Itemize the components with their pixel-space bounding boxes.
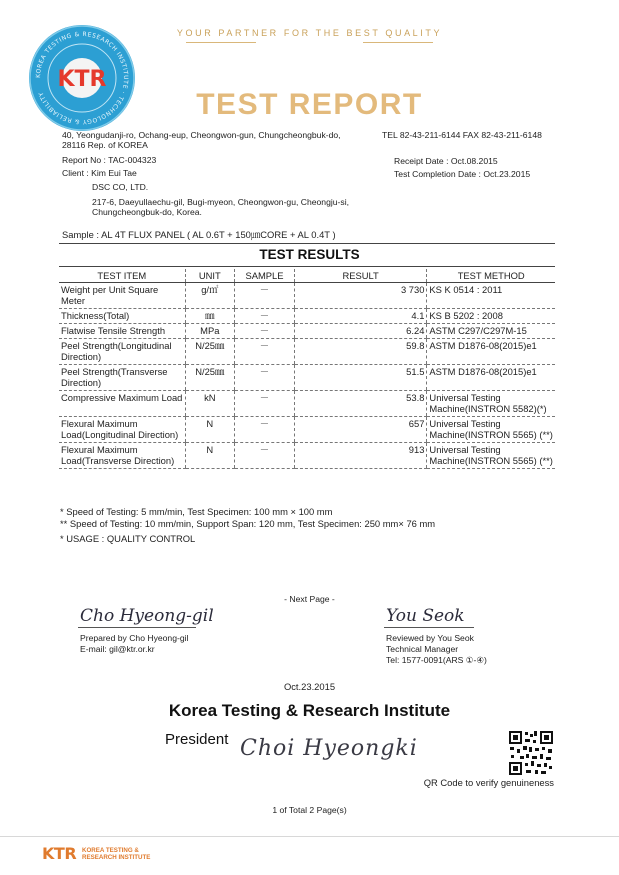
cell-sample: －: [235, 339, 295, 365]
page-count: 1 of Total 2 Page(s): [272, 805, 347, 815]
cell-method: ASTM D1876-08(2015)e1: [427, 365, 555, 391]
cell-method: Universal Testing Machine(INSTRON 5565) (**): [427, 417, 555, 443]
table-row: [59, 309, 555, 324]
president-signature: Choi Hyeongki: [240, 736, 418, 761]
cell-item: Peel Strength(Longitudinal Direction): [59, 339, 185, 365]
institute-address-line2: 28116 Rep. of KOREA: [62, 140, 148, 150]
client-address-line1: 217-6, Daeyullaechu-gil, Bugi-myeon, Cheongwon-gu, Cheongju-si,: [92, 197, 350, 207]
table-row: [59, 443, 555, 469]
cell-sample: －: [235, 365, 295, 391]
cell-unit: N: [185, 443, 235, 469]
prepared-by: Prepared by Cho Hyeong-gil: [80, 633, 189, 643]
tagline-rule-right: [363, 42, 433, 43]
qr-caption: QR Code to verify genuineness: [423, 777, 554, 788]
cell-sample: －: [235, 391, 295, 417]
table-row: [59, 283, 555, 309]
table-row: [59, 365, 555, 391]
col-sample: SAMPLE: [235, 269, 295, 283]
footer-logo: KTR: [42, 844, 77, 863]
seal-ring-text: KOREA TESTING & RESEARCH INSTITUTE · TECHNOLOGY & RELIABILITY: [34, 30, 130, 126]
institute-name: Korea Testing & Research Institute: [168, 701, 451, 720]
client-address-line2: Chungcheongbuk-do, Korea.: [92, 207, 202, 217]
cell-result: 59.8: [294, 339, 427, 365]
footer-logo-line2: RESEARCH INSTITUTE: [82, 854, 151, 861]
cell-method: Universal Testing Machine(INSTRON 5565) (**): [427, 443, 555, 469]
table-top-rule: [59, 266, 555, 267]
col-result: RESULT: [294, 269, 427, 283]
completion-date: Test Completion Date : Oct.23.2015: [394, 169, 531, 179]
cell-result: 6.24: [294, 324, 427, 339]
col-test-item: TEST ITEM: [59, 269, 185, 283]
cell-result: 53.8: [294, 391, 427, 417]
seal-letters: KTR: [57, 67, 107, 92]
reviewed-signature-line: [384, 627, 474, 628]
cell-result: 657: [294, 417, 427, 443]
footer-logo-text: [82, 847, 150, 861]
footer-logo-line1: KOREA TESTING &: [82, 847, 139, 854]
cell-item: Flatwise Tensile Strength: [59, 324, 185, 339]
client-name: Client : Kim Eui Tae: [62, 168, 137, 178]
cell-item: Weight per Unit Square Meter: [59, 283, 185, 309]
tagline: YOUR PARTNER FOR THE BEST QUALITY: [176, 28, 443, 38]
table-row: [59, 324, 555, 339]
prepared-signature-line: [78, 627, 196, 628]
table-row: [59, 391, 555, 417]
report-number: Report No : TAC-004323: [62, 155, 157, 165]
cell-unit: MPa: [185, 324, 235, 339]
cell-sample: －: [235, 324, 295, 339]
table-row: [59, 339, 555, 365]
next-page-marker: - Next Page -: [284, 594, 335, 604]
cell-method: ASTM C297/C297M-15: [427, 324, 555, 339]
cell-unit: N/25㎜: [185, 339, 235, 365]
cell-unit: N/25㎜: [185, 365, 235, 391]
cell-item: Peel Strength(Transverse Direction): [59, 365, 185, 391]
footer-rule: [0, 836, 619, 837]
cell-sample: －: [235, 443, 295, 469]
cell-unit: kN: [185, 391, 235, 417]
cell-item: Thickness(Total): [59, 309, 185, 324]
col-unit: UNIT: [185, 269, 235, 283]
reviewed-tel: Tel: 1577-0091(ARS ①-④): [386, 655, 487, 665]
institute-address-line1: 40, Yeongudanji-ro, Ochang-eup, Cheongwon-gun, Chungcheongbuk-do,: [62, 130, 341, 140]
results-table: [59, 269, 555, 469]
reviewed-title: Technical Manager: [386, 644, 459, 654]
receipt-date: Receipt Date : Oct.08.2015: [394, 156, 498, 166]
cell-method: Universal Testing Machine(INSTRON 5582)(*): [427, 391, 555, 417]
tagline-rule-left: [186, 42, 256, 43]
cell-result: 51.5: [294, 365, 427, 391]
col-test-method: TEST METHOD: [427, 269, 555, 283]
cell-result: 3 730: [294, 283, 427, 309]
cell-sample: －: [235, 283, 295, 309]
cell-unit: N: [185, 417, 235, 443]
page-title: TEST REPORT: [196, 88, 423, 121]
cell-item: Flexural Maximum Load(Longitudinal Direction): [59, 417, 185, 443]
cell-method: ASTM D1876-08(2015)e1: [427, 339, 555, 365]
institute-contact: TEL 82-43-211-6144 FAX 82-43-211-6148: [382, 130, 542, 140]
usage-note: * USAGE : QUALITY CONTROL: [60, 533, 196, 544]
issue-date: Oct.23.2015: [283, 681, 336, 692]
cell-sample: －: [235, 309, 295, 324]
cell-item: Flexural Maximum Load(Transverse Direction): [59, 443, 185, 469]
table-row: [59, 417, 555, 443]
client-company: DSC CO, LTD.: [92, 182, 149, 192]
cell-method: KS K 0514 : 2011: [427, 283, 555, 309]
note-speed-2: ** Speed of Testing: 10 mm/min, Support Span: 120 mm, Test Specimen: 250 mm× 76 mm: [60, 518, 436, 529]
cell-method: KS B 5202 : 2008: [427, 309, 555, 324]
cell-unit: ㎜: [185, 309, 235, 324]
table-header-row: [59, 269, 555, 283]
cell-unit: g/㎡: [185, 283, 235, 309]
sample-description: Sample : AL 4T FLUX PANEL ( AL 0.6T + 150㎛CORE + AL 0.4T ): [62, 229, 336, 240]
prepared-email: E-mail: gil@ktr.or.kr: [80, 644, 155, 654]
qr-code-icon: [508, 730, 554, 776]
reviewed-signature: You Seok: [386, 606, 465, 626]
cell-result: 4.1: [294, 309, 427, 324]
reviewed-by: Reviewed by You Seok: [386, 633, 474, 643]
divider-top: [59, 243, 555, 244]
results-heading: TEST RESULTS: [259, 247, 360, 262]
note-speed-1: * Speed of Testing: 5 mm/min, Test Specimen: 100 mm × 100 mm: [60, 506, 333, 517]
prepared-signature: Cho Hyeong-gil: [80, 606, 214, 626]
cell-sample: －: [235, 417, 295, 443]
cell-result: 913: [294, 443, 427, 469]
president-label: President: [165, 731, 229, 748]
cell-item: Compressive Maximum Load: [59, 391, 185, 417]
